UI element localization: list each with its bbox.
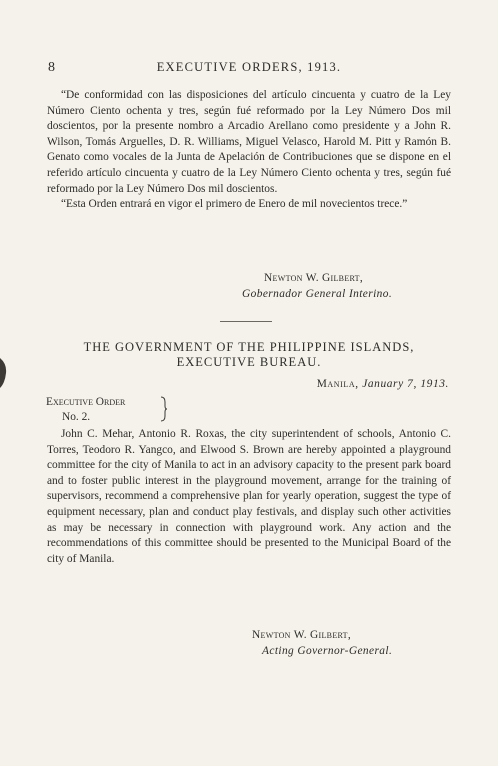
- page-number: 8: [48, 60, 57, 75]
- signature-block: [242, 271, 393, 302]
- dateline: [317, 378, 449, 390]
- order-number: No. 2.: [62, 411, 91, 423]
- order-heading: [47, 340, 451, 370]
- signatory-name: Newton W. Gilbert,: [264, 272, 363, 284]
- spanish-order-text: [47, 88, 451, 213]
- executive-order-label: [46, 395, 125, 425]
- dateline-place: Manila,: [316, 378, 359, 390]
- paragraph: “Esta Orden entrará en vigor el primero de Enero de mil novecientos trece.”: [61, 198, 408, 211]
- order-body-paragraph: John C. Mehar, Antonio R. Roxas, the city superintendent of schools, Antonio C. Torres, Teodoro R. Yangco, and Elwood S. Brown are hereby appointed a playground committee for the city of Manila to act in an advisory capacity to the present park board and to foster public interest in the playground movement, arrange for the training of supervisors, recommend a comprehensive plan for yearly operation, suggest the type of equipment necessary, plan and conduct play festivals, and display such other activities as may be necessary in connection with playground work. Any action and the recommendations of this committee should be presented to the Municipal Board of the city of Manila.: [47, 428, 451, 565]
- order-signatory-title: Acting Governor-General.: [262, 644, 393, 657]
- bureau-heading: EXECUTIVE BUREAU.: [176, 355, 322, 369]
- paragraph: “De conformidad con las disposiciones del artículo cincuenta y cuatro de la Ley Número Ciento ochenta y tres, según fué reformado por la Ley Número Dos mil doscientos, por la presente nombro a Arcadio Arellano como presidente y a John R. Wilson, Tomás Arguelles, D. R. Williams, Miguel Velasco, Harold M. Pitt y Ramón B. Genato como vocales de la Junta de Apelación de Contribuciones que se dispone en el referido artículo cincuenta y cuatro de la Ley Número Ciento ochenta y tres, según fué reformado por la Ley Número Dos mil doscientos.: [47, 89, 451, 195]
- order-label-text: Executive Order: [46, 396, 126, 408]
- dateline-date: January 7, 1913.: [362, 378, 449, 390]
- signatory-title: Gobernador General Interino.: [242, 287, 393, 300]
- page-header: [48, 60, 450, 78]
- order-signatory-name: Newton W. Gilbert,: [252, 629, 351, 641]
- order-signature-block: [252, 628, 392, 659]
- section-divider: [220, 321, 272, 322]
- ink-blot-mark: [0, 356, 8, 390]
- government-heading: THE GOVERNMENT OF THE PHILIPPINE ISLANDS,: [83, 340, 415, 354]
- order-body: [47, 427, 451, 567]
- running-head: EXECUTIVE ORDERS, 1913.: [156, 60, 342, 74]
- right-brace-icon: [160, 396, 168, 422]
